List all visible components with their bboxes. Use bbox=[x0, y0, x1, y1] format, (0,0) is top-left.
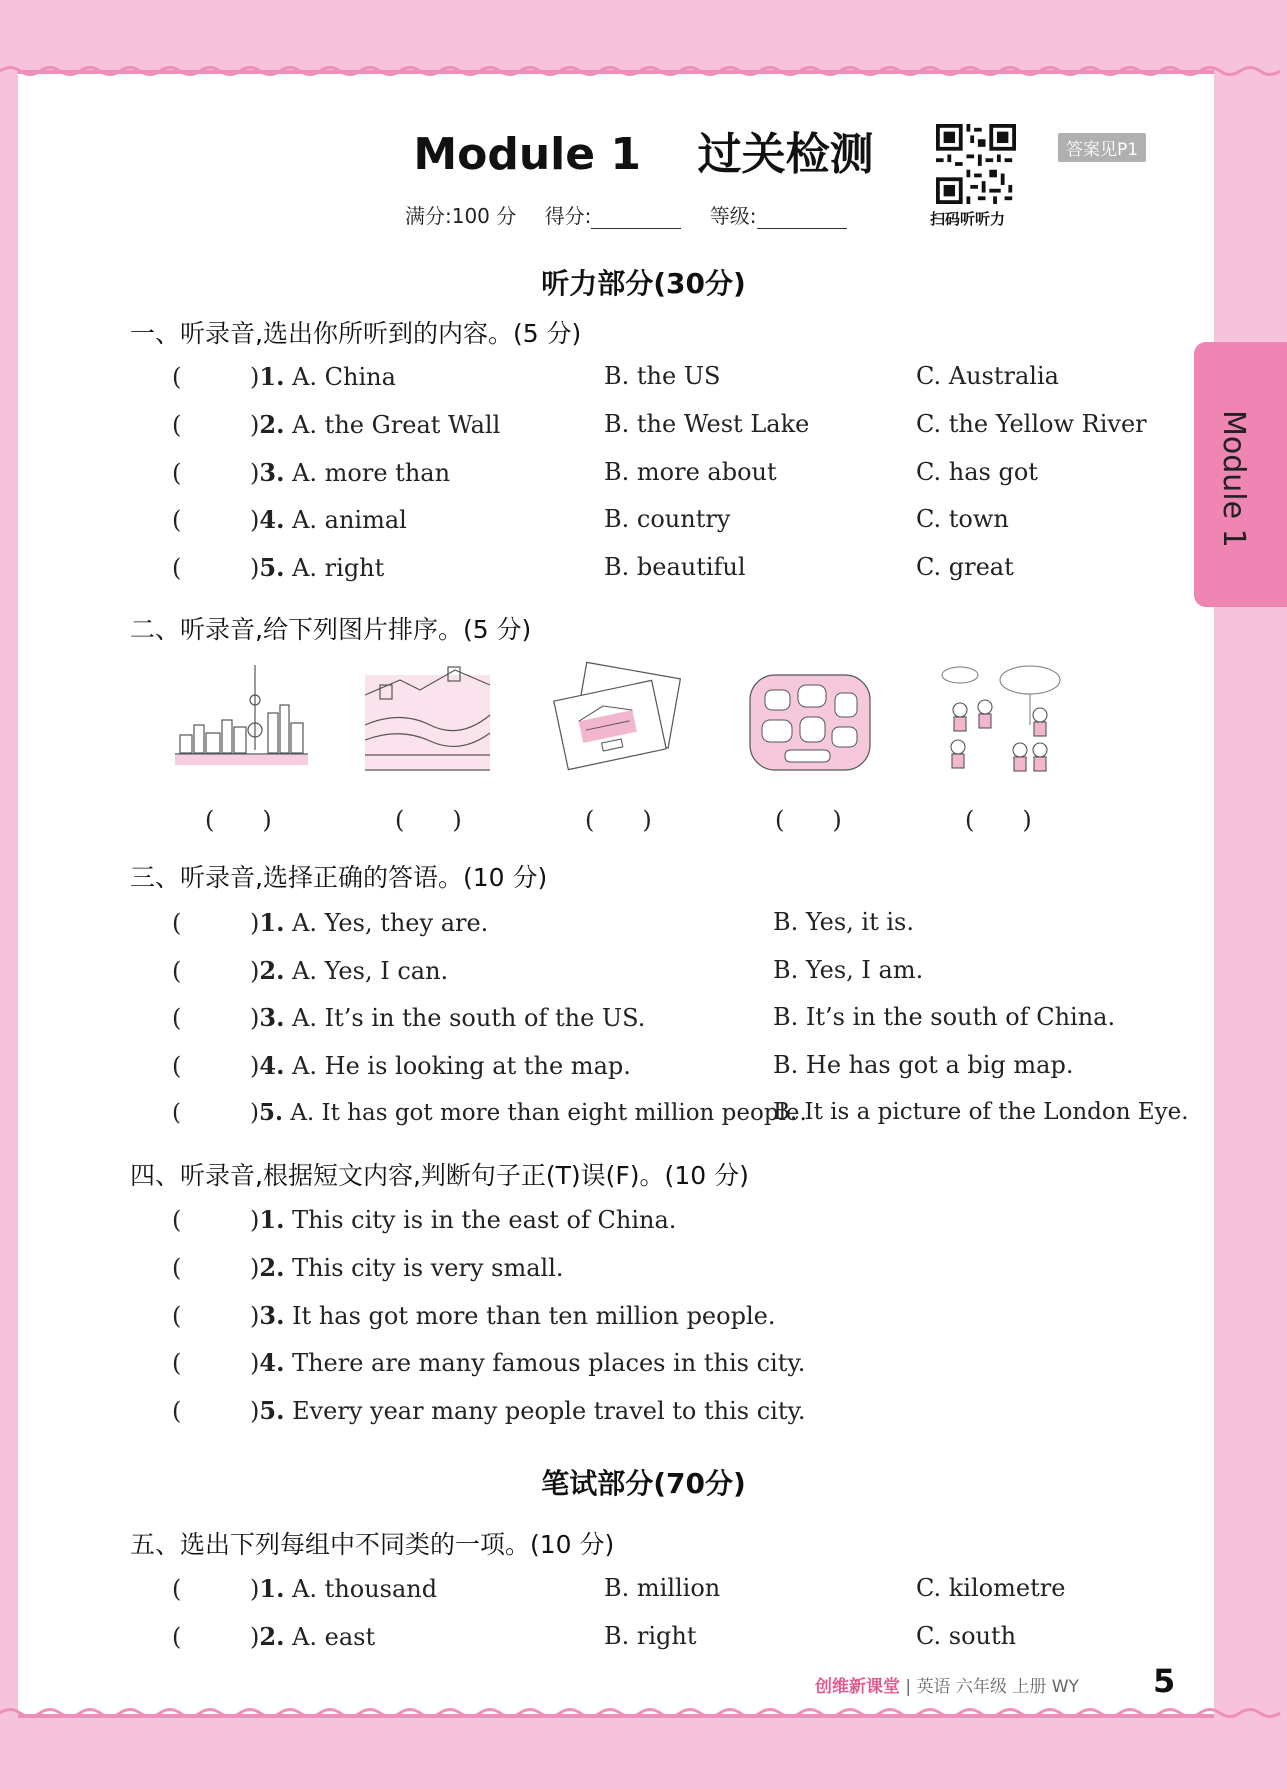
sec3-item-5: ( )5. A. It has got more than eight million people. B. It is a picture of the London Eye. bbox=[172, 1099, 1189, 1126]
side-tab-label: Module 1 bbox=[1216, 410, 1251, 548]
sec3-item-2: ( )2. A. Yes, I can. B. Yes, I am. bbox=[172, 956, 924, 985]
grade-label: 等级: bbox=[709, 204, 757, 228]
city-skyline-icon bbox=[170, 655, 310, 785]
top-wave-border bbox=[0, 64, 1287, 78]
sec4-item-4: ( )4. There are many famous places in this city. bbox=[172, 1348, 806, 1377]
grade-field[interactable] bbox=[757, 210, 847, 229]
great-wall-icon bbox=[360, 655, 500, 785]
full-score: 满分:100 分 bbox=[405, 204, 517, 228]
sec4-item-3: ( )3. It has got more than ten million people. bbox=[172, 1301, 776, 1330]
section-3-title: 三、听录音,选择正确的答语。(10 分) bbox=[130, 863, 548, 892]
listening-part-title: 听力部分(30分) bbox=[541, 267, 746, 300]
picture-order-blank-1[interactable]: ( ) bbox=[205, 806, 272, 834]
sec5-item-2: ( )2. A. east B. right C. south bbox=[172, 1622, 1017, 1651]
footer bbox=[815, 1672, 1079, 1697]
qr-code-icon[interactable] bbox=[936, 124, 1016, 204]
score-line bbox=[405, 200, 847, 229]
footer-info: | 英语 六年级 上册 WY bbox=[905, 1677, 1079, 1697]
section-2-title: 二、听录音,给下列图片排序。(5 分) bbox=[130, 615, 532, 644]
sec3-item-1: ( )1. A. Yes, they are. B. Yes, it is. bbox=[172, 908, 914, 937]
footer-brand: 创维新课堂 bbox=[815, 1677, 900, 1697]
sec1-item-3: ( )3. A. more than B. more about C. has got bbox=[172, 458, 1038, 487]
section-4-title: 四、听录音,根据短文内容,判断句子正(T)误(F)。(10 分) bbox=[130, 1161, 749, 1190]
sec3-item-4: ( )4. A. He is looking at the map. B. He has got a big map. bbox=[172, 1051, 1074, 1080]
writing-part-title: 笔试部分(70分) bbox=[541, 1467, 746, 1500]
sec3-item-3: ( )3. A. It’s in the south of the US. B. It’s in the south of China. bbox=[172, 1003, 1116, 1032]
sec5-item-1: ( )1. A. thousand B. million C. kilometre bbox=[172, 1574, 1066, 1603]
answer-reference-badge: 答案见P1 bbox=[1058, 133, 1146, 162]
score-field[interactable] bbox=[591, 210, 681, 229]
section-1-title: 一、听录音,选出你所听到的内容。(5 分) bbox=[130, 319, 582, 348]
title-cn: 过关检测 bbox=[697, 129, 874, 180]
picture-row bbox=[165, 655, 1095, 795]
picture-order-blank-5[interactable]: ( ) bbox=[965, 806, 1032, 834]
sec1-item-1: ( )1. A. China B. the US C. Australia bbox=[172, 362, 1059, 391]
picture-order-blank-3[interactable]: ( ) bbox=[585, 806, 652, 834]
section-5-title: 五、选出下列每组中不同类的一项。(10 分) bbox=[130, 1530, 615, 1559]
children-playing-icon bbox=[930, 655, 1070, 785]
qr-label: 扫码听听力 bbox=[930, 210, 1006, 228]
score-label: 得分: bbox=[544, 204, 592, 228]
sec4-item-5: ( )5. Every year many people travel to this city. bbox=[172, 1396, 806, 1425]
sec1-item-5: ( )5. A. right B. beautiful C. great bbox=[172, 553, 1014, 582]
sec4-item-1: ( )1. This city is in the east of China. bbox=[172, 1205, 677, 1234]
picture-order-blank-2[interactable]: ( ) bbox=[395, 806, 462, 834]
sec1-item-4: ( )4. A. animal B. country C. town bbox=[172, 505, 1009, 534]
page-number: 5 bbox=[1153, 1662, 1176, 1700]
sec1-item-2: ( )2. A. the Great Wall B. the West Lake C. the Yellow River bbox=[172, 410, 1147, 439]
sec4-item-2: ( )2. This city is very small. bbox=[172, 1253, 564, 1282]
picture-order-blank-4[interactable]: ( ) bbox=[775, 806, 842, 834]
bottom-wave-border bbox=[0, 1706, 1287, 1720]
title-module: Module 1 bbox=[413, 129, 642, 180]
postcard-icon bbox=[550, 655, 690, 785]
park-map-icon bbox=[740, 655, 880, 785]
